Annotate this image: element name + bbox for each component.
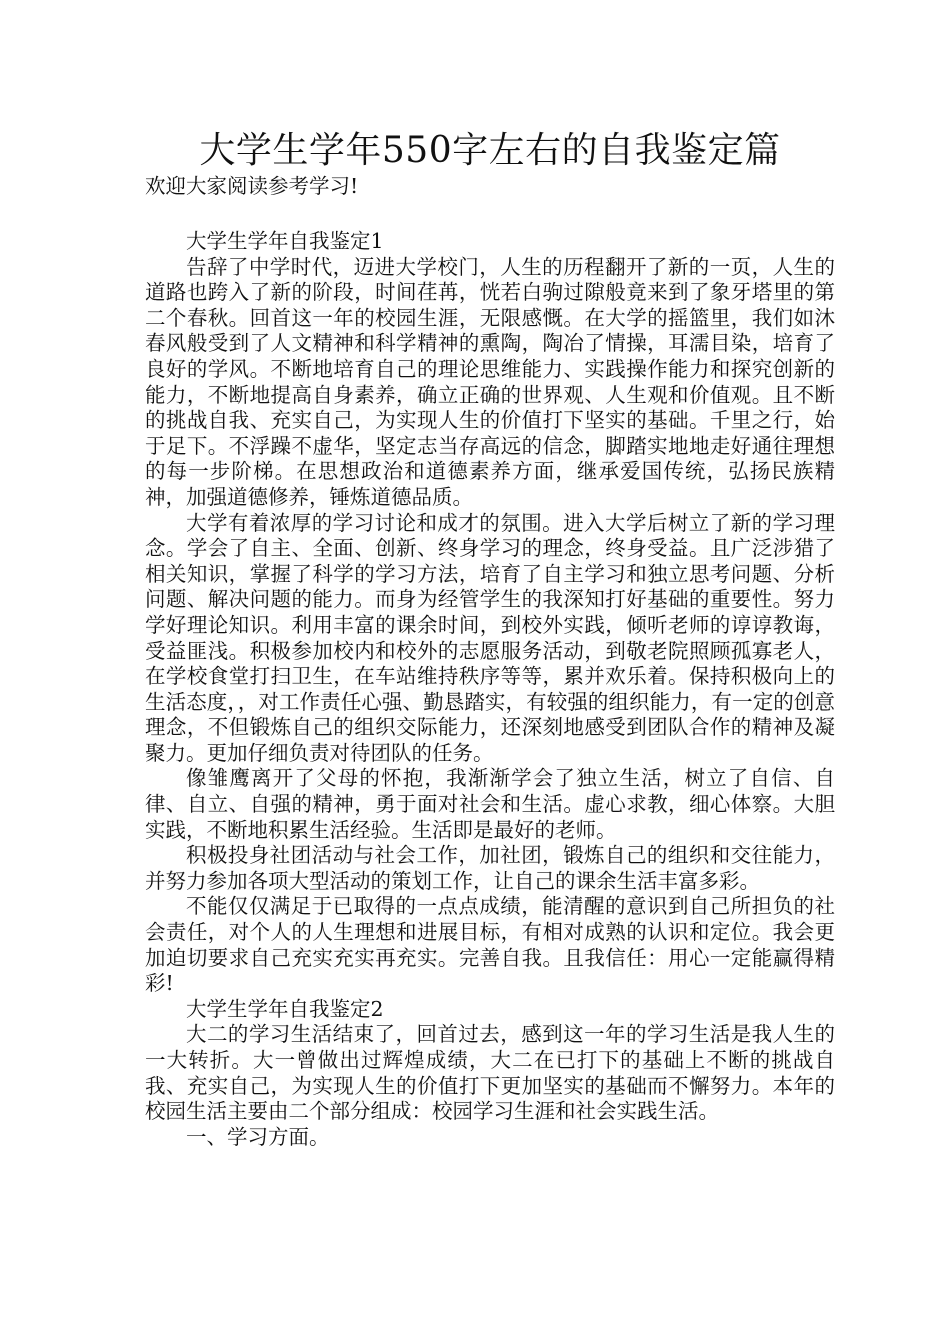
paragraph: 不能仅仅满足于已取得的一点点成绩，能清醒的意识到自己所担负的社会责任，对个人的人生理想和进展目标，有相对成熟的认识和定位。我会更加迫切要求自己充实充实再充实。完善自我。且我信任：用心一定能赢得精彩! bbox=[145, 894, 835, 996]
document-title: 大学生学年550字左右的自我鉴定篇 bbox=[199, 130, 781, 171]
paragraph: 积极投身社团活动与社会工作，加社团，锻炼自己的组织和交往能力，并努力参加各项大型活动的策划工作，让自己的课余生活丰富多彩。 bbox=[145, 843, 835, 893]
section-heading-2: 大学生学年自我鉴定2 bbox=[186, 996, 384, 1021]
subsection-heading: 一、学习方面。 bbox=[186, 1124, 330, 1149]
section-heading-1: 大学生学年自我鉴定1 bbox=[186, 229, 384, 253]
paragraph: 告辞了中学时代，迈进大学校门，人生的历程翻开了新的一页，人生的道路也跨入了新的阶段，时间荏苒，恍若白驹过隙般竟来到了象牙塔里的第二个春秋。回首这一年的校园生涯，无限感慨。在大学的摇篮里，我们如沐春风般受到了人文精神和科学精神的熏陶，陶冶了情操，耳濡目染，培育了良好的学风。不断地培育自己的理论思维能力、实践操作能力和探究创新的能力，不断地提高自身素养，确立正确的世界观、人生观和价值观。且不断的挑战自我、充实自己，为实现人生的价值打下坚实的基础。千里之行，始于足下。不浮躁不虚华，坚定志当存高远的信念，脚踏实地地走好通往理想的每一步阶梯。在思想政治和道德素养方面，继承爱国传统，弘扬民族精神，加强道德修养，锤炼道德品质。 bbox=[145, 254, 835, 509]
document-page bbox=[145, 128, 835, 1150]
document-body bbox=[145, 229, 835, 1150]
paragraph: 像雏鹰离开了父母的怀抱，我渐渐学会了独立生活，树立了自信、自律、自立、自强的精神，勇于面对社会和生活。虚心求教，细心体察。大胆实践，不断地积累生活经验。生活即是最好的老师。 bbox=[145, 766, 835, 842]
paragraph: 大二的学习生活结束了，回首过去，感到这一年的学习生活是我人生的一大转折。大一曾做出过辉煌成绩，大二在已打下的基础上不断的挑战自我、充实自己，为实现人生的价值打下更加坚实的基础而不懈努力。本年的校园生活主要由二个部分组成：校园学习生涯和社会实践生活。 bbox=[145, 1022, 835, 1124]
paragraph: 大学有着浓厚的学习讨论和成才的氛围。进入大学后树立了新的学习理念。学会了自主、全面、创新、终身学习的理念，终身受益。且广泛涉猎了相关知识，掌握了科学的学习方法，培育了自主学习和独立思考问题、分析问题、解决问题的能力。而身为经管学生的我深知打好基础的重要性。努力学好理论知识。利用丰富的课余时间，到校外实践，倾听老师的谆谆教诲，受益匪浅。积极参加校内和校外的志愿服务活动，到敬老院照顾孤寡老人，在学校食堂打扫卫生，在车站维持秩序等等，累并欢乐着。保持积极向上的生活态度，，对工作责任心强、勤恳踏实，有较强的组织能力，有一定的创意理念，不但锻炼自己的组织交际能力，还深刻地感受到团队合作的精神及凝聚力。更加仔细负责对待团队的任务。 bbox=[145, 510, 835, 765]
intro-text: 欢迎大家阅读参考学习! bbox=[145, 174, 359, 198]
